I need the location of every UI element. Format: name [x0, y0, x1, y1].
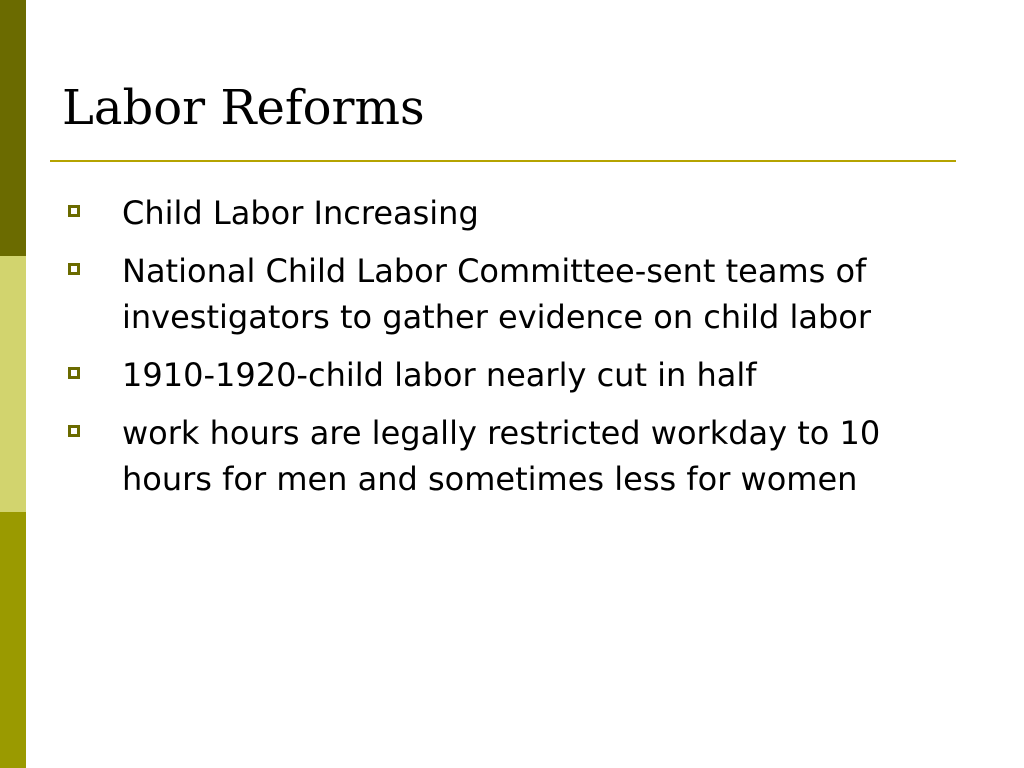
bullet-text: National Child Labor Committee-sent teams of investigators to gather evidence on child labor — [122, 252, 871, 336]
hollow-square-bullet-icon — [68, 367, 80, 379]
bullet-item — [62, 248, 962, 340]
hollow-square-bullet-icon — [68, 425, 80, 437]
bullet-item — [62, 352, 962, 398]
bullet-text: Child Labor Increasing — [122, 194, 479, 232]
sidebar-medium-segment — [0, 512, 26, 768]
bullet-item — [62, 190, 962, 236]
bullet-text: 1910-1920-child labor nearly cut in half — [122, 356, 757, 394]
hollow-square-bullet-icon — [68, 205, 80, 217]
bullet-list — [62, 190, 962, 514]
hollow-square-bullet-icon — [68, 263, 80, 275]
bullet-text: work hours are legally restricted workday to 10 hours for men and sometimes less for women — [122, 414, 881, 498]
slide-title: Labor Reforms — [62, 80, 425, 136]
bullet-item — [62, 410, 962, 502]
sidebar-dark-segment — [0, 0, 26, 256]
sidebar-light-segment — [0, 256, 26, 512]
title-divider — [50, 160, 956, 162]
